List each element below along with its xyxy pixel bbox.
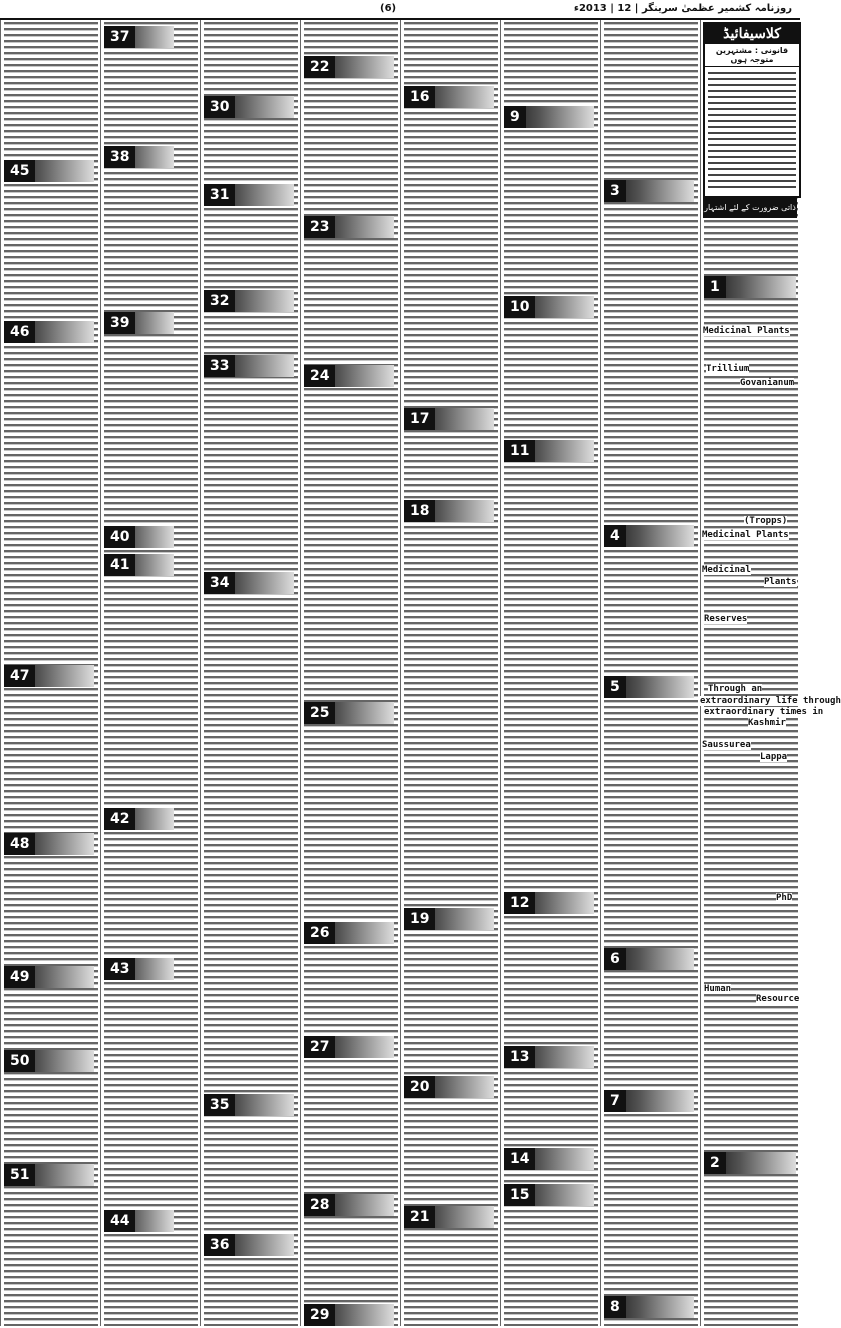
section-number: 33	[204, 355, 235, 377]
english-phrase: Medicinal	[702, 565, 751, 575]
section-number: 40	[104, 526, 135, 548]
section-number: 44	[104, 1210, 135, 1232]
english-phrase: extraordinary life through	[700, 696, 841, 706]
english-phrase: extraordinary times in	[704, 707, 824, 717]
english-phrase: Resource	[756, 994, 800, 1004]
english-phrase: (Tropps)	[744, 516, 788, 526]
section-number: 5	[604, 676, 626, 698]
column-2	[100, 20, 201, 1326]
english-phrase: Kashmir	[748, 718, 786, 728]
column-7	[600, 20, 701, 1326]
section-number: 14	[504, 1148, 535, 1170]
section-number: 9	[504, 106, 526, 128]
section-number: 41	[104, 554, 135, 576]
section-number: 16	[404, 86, 435, 108]
section-number: 49	[4, 966, 35, 988]
section-number: 22	[304, 56, 335, 78]
section-number: 37	[104, 26, 135, 48]
section-number: 50	[4, 1050, 35, 1072]
section-number: 30	[204, 96, 235, 118]
section-number: 35	[204, 1094, 235, 1116]
classified-body	[708, 70, 796, 192]
section-number: 46	[4, 321, 35, 343]
english-phrase: Plants	[764, 577, 797, 587]
classified-title: کلاسیفائیڈ	[705, 24, 799, 44]
section-number: 26	[304, 922, 335, 944]
column-5	[400, 20, 501, 1326]
section-number: 32	[204, 290, 235, 312]
section-number: 1	[704, 276, 726, 298]
section-number: 6	[604, 948, 626, 970]
english-phrase: Trillium	[706, 364, 750, 374]
english-phrase: Medicinal Plants	[702, 530, 789, 540]
section-number: 47	[4, 665, 35, 687]
section-number: 31	[204, 184, 235, 206]
personal-ads-header: ذاتی ضرورت کے لئے اشتہار	[703, 198, 797, 218]
section-number: 24	[304, 365, 335, 387]
section-number: 2	[704, 1152, 726, 1174]
section-number: 15	[504, 1184, 535, 1206]
section-number: 51	[4, 1164, 35, 1186]
section-number: 27	[304, 1036, 335, 1058]
section-number: 13	[504, 1046, 535, 1068]
column-3	[200, 20, 301, 1326]
section-number: 19	[404, 908, 435, 930]
english-phrase: Through an	[708, 684, 763, 694]
section-number: 42	[104, 808, 135, 830]
section-number: 25	[304, 702, 335, 724]
english-phrase: PhD	[776, 893, 793, 903]
classified-subtitle: قانونی : مشتہرین متوجہ ہوں	[705, 44, 799, 67]
english-phrase: Saussurea	[702, 740, 751, 750]
section-number: 7	[604, 1090, 626, 1112]
section-number: 10	[504, 296, 535, 318]
section-number: 21	[404, 1206, 435, 1228]
section-number: 20	[404, 1076, 435, 1098]
english-phrase: Lappa	[760, 752, 788, 762]
section-number: 28	[304, 1194, 335, 1216]
section-number: 45	[4, 160, 35, 182]
classified-box	[703, 22, 801, 198]
section-number: 39	[104, 312, 135, 334]
page-number: (6)	[380, 3, 397, 14]
section-number: 11	[504, 440, 535, 462]
dateline: روزنامہ کشمیر عظمیٰ سرینگر | 12 | 2013ء	[573, 3, 792, 14]
english-phrase: Reserves	[704, 614, 748, 624]
section-number: 8	[604, 1296, 626, 1318]
section-number: 12	[504, 892, 535, 914]
section-number: 3	[604, 180, 626, 202]
english-phrase: Human	[704, 984, 732, 994]
english-phrase: Govanianum	[740, 378, 795, 388]
section-number: 23	[304, 216, 335, 238]
section-number: 48	[4, 833, 35, 855]
section-number: 34	[204, 572, 235, 594]
section-number: 43	[104, 958, 135, 980]
english-phrase: Medicinal Plants	[703, 326, 790, 336]
section-number: 29	[304, 1304, 335, 1326]
section-number: 38	[104, 146, 135, 168]
column-6	[500, 20, 601, 1326]
section-number: 36	[204, 1234, 235, 1256]
masthead	[0, 0, 800, 20]
section-number: 4	[604, 525, 626, 547]
section-number: 18	[404, 500, 435, 522]
section-number: 17	[404, 408, 435, 430]
